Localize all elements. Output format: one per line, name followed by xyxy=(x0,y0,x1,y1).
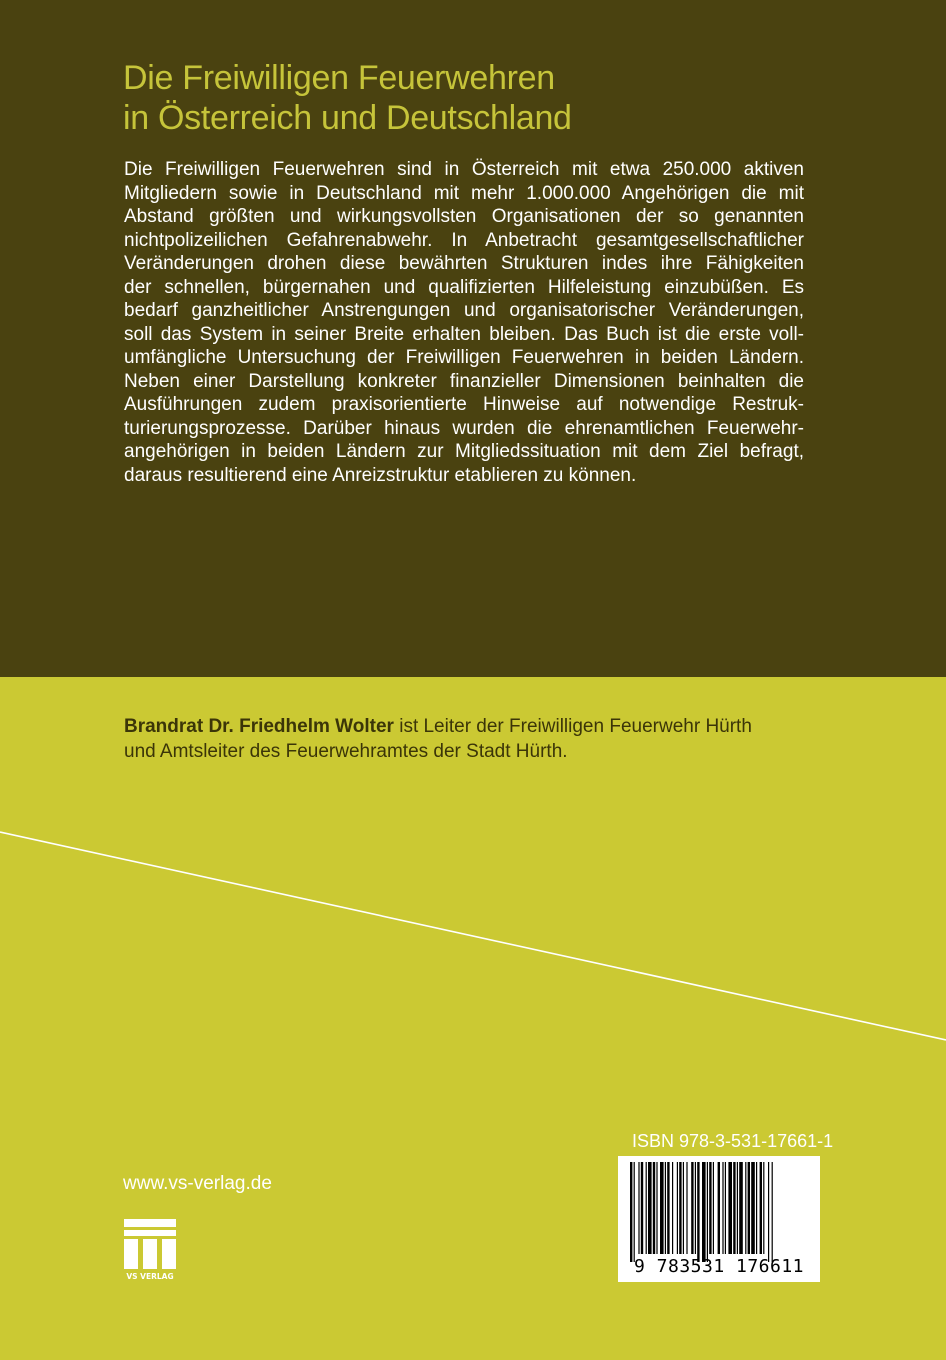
barcode-bar xyxy=(691,1162,693,1254)
barcode-bar xyxy=(713,1162,714,1254)
barcode-bar xyxy=(683,1162,684,1254)
author-bio-line-2: und Amtsleiter des Feuerwehramtes der Stadt Hürth. xyxy=(124,741,568,762)
description-line: Abstand größten und wirkungsvollsten Organisationen der so genannten xyxy=(124,206,804,227)
barcode-bar xyxy=(653,1162,655,1254)
description-line: bedarf ganzheitlicher Anstrengungen und organisatorischer Veränderungen, xyxy=(124,300,804,321)
barcode-bar xyxy=(722,1162,723,1254)
description-line: Veränderungen drohen diese bewährten Strukturen indes ihre Fähigkeiten xyxy=(124,253,804,274)
barcode-bar xyxy=(768,1162,769,1262)
author-bio-rest: ist Leiter der Freiwilligen Feuerwehr Hürth xyxy=(393,716,752,737)
isbn-barcode xyxy=(618,1156,820,1282)
barcode-bar xyxy=(748,1162,750,1254)
description-line: Ausführungen zudem praxisorientierte Hinweise auf notwendige Restruk- xyxy=(124,394,804,415)
barcode-bar xyxy=(656,1162,657,1254)
author-bio-line-1 xyxy=(124,714,844,739)
book-title-line-2: in Österreich und Deutschland xyxy=(123,99,572,137)
publisher-url[interactable]: www.vs-verlag.de xyxy=(123,1173,272,1194)
barcode-bar xyxy=(725,1162,726,1254)
barcode-bar xyxy=(638,1162,639,1254)
book-title-line-1: Die Freiwilligen Feuerwehren xyxy=(123,59,555,97)
logo-label: VS VERLAG xyxy=(126,1272,174,1281)
barcode-bar xyxy=(648,1162,652,1254)
barcode-bar xyxy=(665,1162,666,1254)
barcode-bar xyxy=(760,1162,762,1254)
barcode-bar xyxy=(630,1162,632,1262)
barcode-bar xyxy=(739,1162,743,1254)
barcode-bar xyxy=(709,1162,711,1254)
barcode-bar xyxy=(737,1162,738,1254)
barcode-bar xyxy=(677,1162,678,1254)
description-line: umfängliche Untersuchung der Freiwilligen Feuerwehren in beiden Ländern. xyxy=(124,347,804,368)
description-line: turierungsprozesse. Darüber hinaus wurden die ehrenamtlichen Feuerwehr- xyxy=(124,417,804,439)
description-line: Neben einer Darstellung konkreter finanzieller Dimensionen beinhalten die xyxy=(124,370,804,392)
barcode-digits: 9 783531 176611 xyxy=(633,1256,805,1277)
barcode-bar xyxy=(772,1162,773,1262)
vs-verlag-logo-icon xyxy=(124,1219,176,1281)
barcode-bar xyxy=(756,1162,757,1254)
barcode-bar xyxy=(728,1162,732,1254)
barcode-bar xyxy=(679,1162,681,1254)
barcode-bar xyxy=(695,1162,696,1254)
barcode-bar xyxy=(763,1162,764,1254)
barcode-bar xyxy=(745,1162,746,1254)
description-line: soll das System in seiner Breite erhalten bleiben. Das Buch ist die erste voll- xyxy=(124,323,804,345)
barcode-bar xyxy=(646,1162,647,1254)
author-bio xyxy=(124,714,844,764)
barcode-bar xyxy=(667,1162,669,1254)
barcode-bar xyxy=(733,1162,735,1254)
barcode-bar xyxy=(751,1162,755,1254)
barcode-bar xyxy=(686,1162,687,1254)
author-name: Brandrat Dr. Friedhelm Wolter xyxy=(124,716,394,737)
description-line: nichtpolizeilichen Gefahrenabwehr. In Anbetracht gesamtgesellschaftlicher xyxy=(124,229,804,251)
description-line: daraus resultierend eine Anreizstruktur etablieren zu können. xyxy=(124,464,637,486)
barcode-bar xyxy=(672,1162,673,1254)
barcode-bar xyxy=(707,1162,708,1262)
book-title xyxy=(123,58,823,138)
isbn-label: ISBN 978-3-531-17661-1 xyxy=(632,1131,834,1151)
barcode-bar xyxy=(718,1162,720,1254)
vs-verlag-logo xyxy=(124,1219,176,1281)
book-description xyxy=(124,158,804,487)
barcode-bar xyxy=(641,1162,643,1254)
barcode-bar xyxy=(702,1162,706,1262)
barcode-bar xyxy=(634,1162,635,1262)
barcode-bar xyxy=(697,1162,699,1262)
description-line: Mitgliedern sowie in Deutschland mit mehr 1.000.000 Angehörigen die mit xyxy=(124,182,804,204)
description-line: Die Freiwilligen Feuerwehren sind in Österreich mit etwa 250.000 aktiven xyxy=(124,159,804,180)
barcode-bar xyxy=(660,1162,664,1254)
description-line: angehörigen in beiden Ländern zur Mitgliedssituation mit dem Ziel befragt, xyxy=(124,441,804,462)
description-line: der schnellen, bürgernahen und qualifizierten Hilfeleistung einzubüßen. Es xyxy=(124,276,804,298)
